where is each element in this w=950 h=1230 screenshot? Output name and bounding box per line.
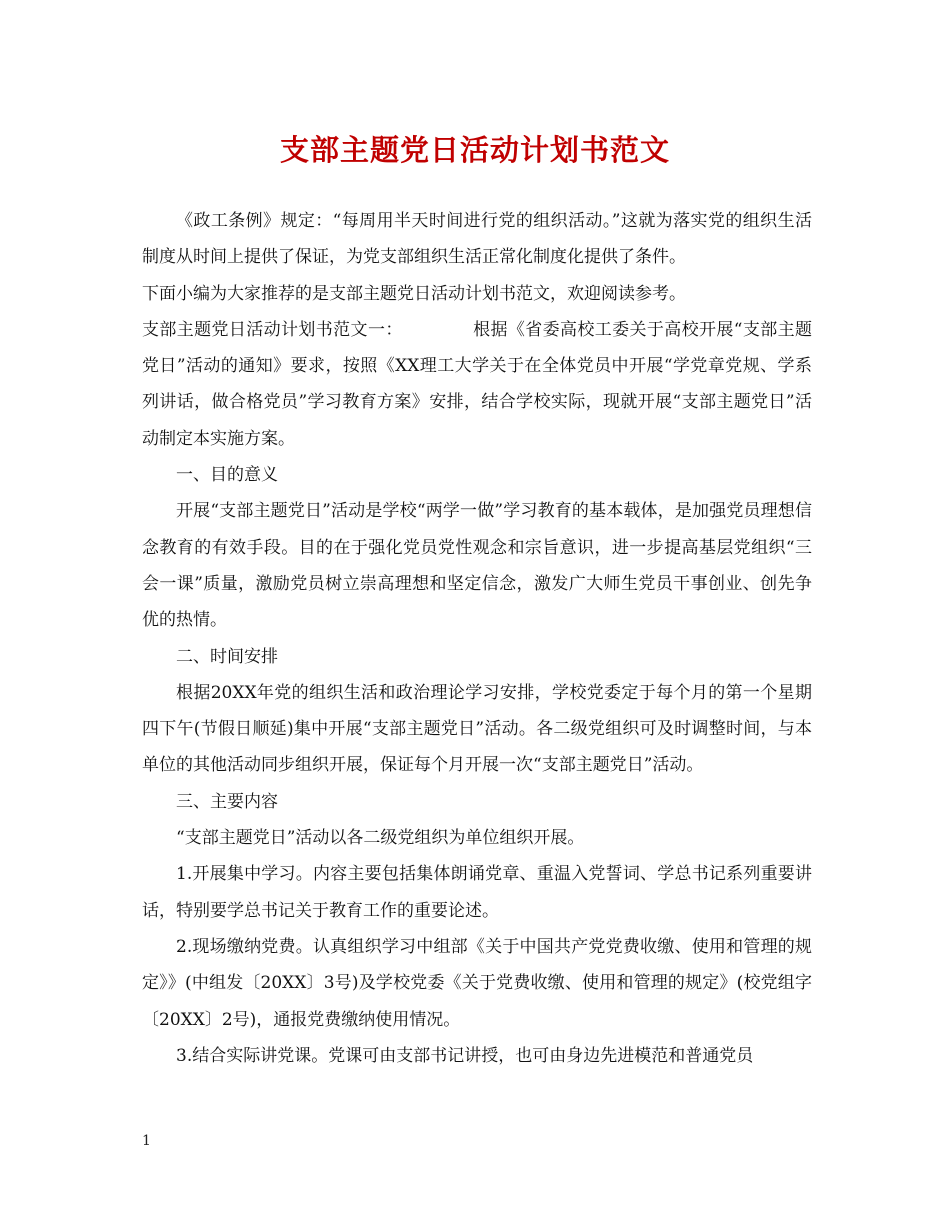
sample-one-text: 根据《省委高校工委关于高校开展“支部主题党日”活动的通知》要求，按照《XX理工大学关于在全体党员中开展“学党章党规、学系列讲话，做合格党员”学习教育方案》安排，结合学校实际，现就开展“支部主题党日”活动制定本实施方案。 bbox=[142, 319, 812, 449]
paragraph-item-lecture: 3.结合实际讲党课。党课可由支部书记讲授，也可由身边先进模范和普通党员 bbox=[176, 1045, 754, 1066]
document-title: 支部主题党日活动计划书范文 bbox=[279, 133, 670, 167]
paragraph-item-dues: 2.现场缴纳党费。认真组织学习中组部《关于中国共产党党费收缴、使用和管理的规定》》(中组发〔20XX〕3号)及学校党委《关于党费收缴、使用和管理的规定》(校党组字〔20XX〕2号)，通报党费缴纳使用情况。 bbox=[142, 936, 812, 1030]
section-heading-purpose: 一、目的意义 bbox=[176, 465, 278, 486]
sample-one-heading: 支部主题党日活动计划书范文一： bbox=[142, 319, 403, 340]
paragraph-sample-one bbox=[142, 312, 812, 457]
document-body bbox=[142, 203, 812, 1074]
section-heading-time: 二、时间安排 bbox=[176, 646, 278, 667]
paragraph-content-intro: “支部主题党日”活动以各二级党组织为单位组织开展。 bbox=[176, 828, 585, 849]
paragraph-intro: 《政工条例》规定：“每周用半天时间进行党的组织活动。”这就为落实党的组织生活制度从时间上提供了保证，为党支部组织生活正常化制度化提供了条件。 bbox=[142, 211, 812, 268]
paragraph-time: 根据20XX年党的组织生活和政治理论学习安排，学校党委定于每个月的第一个星期四下午(节假日顺延)集中开展“支部主题党日”活动。各二级党组织可及时调整时间，与本单位的其他活动同步组织开展，保证每个月开展一次“支部主题党日”活动。 bbox=[142, 682, 812, 776]
paragraph-item-study: 1.开展集中学习。内容主要包括集体朗诵党章、重温入党誓词、学总书记系列重要讲话，特别要学总书记关于教育工作的重要论述。 bbox=[142, 864, 812, 921]
page-number: 1 bbox=[142, 1133, 151, 1149]
paragraph-purpose: 开展“支部主题党日”活动是学校“两学一做”学习教育的基本载体，是加强党员理想信念教育的有效手段。目的在于强化党员党性观念和宗旨意识，进一步提高基层党组织“三会一课”质量，激励党员树立崇高理想和坚定信念，激发广大师生党员干事创业、创先争优的热情。 bbox=[142, 501, 812, 631]
paragraph-recommendation: 下面小编为大家推荐的是支部主题党日活动计划书范文，欢迎阅读参考。 bbox=[142, 283, 686, 304]
section-heading-content: 三、主要内容 bbox=[176, 791, 278, 812]
